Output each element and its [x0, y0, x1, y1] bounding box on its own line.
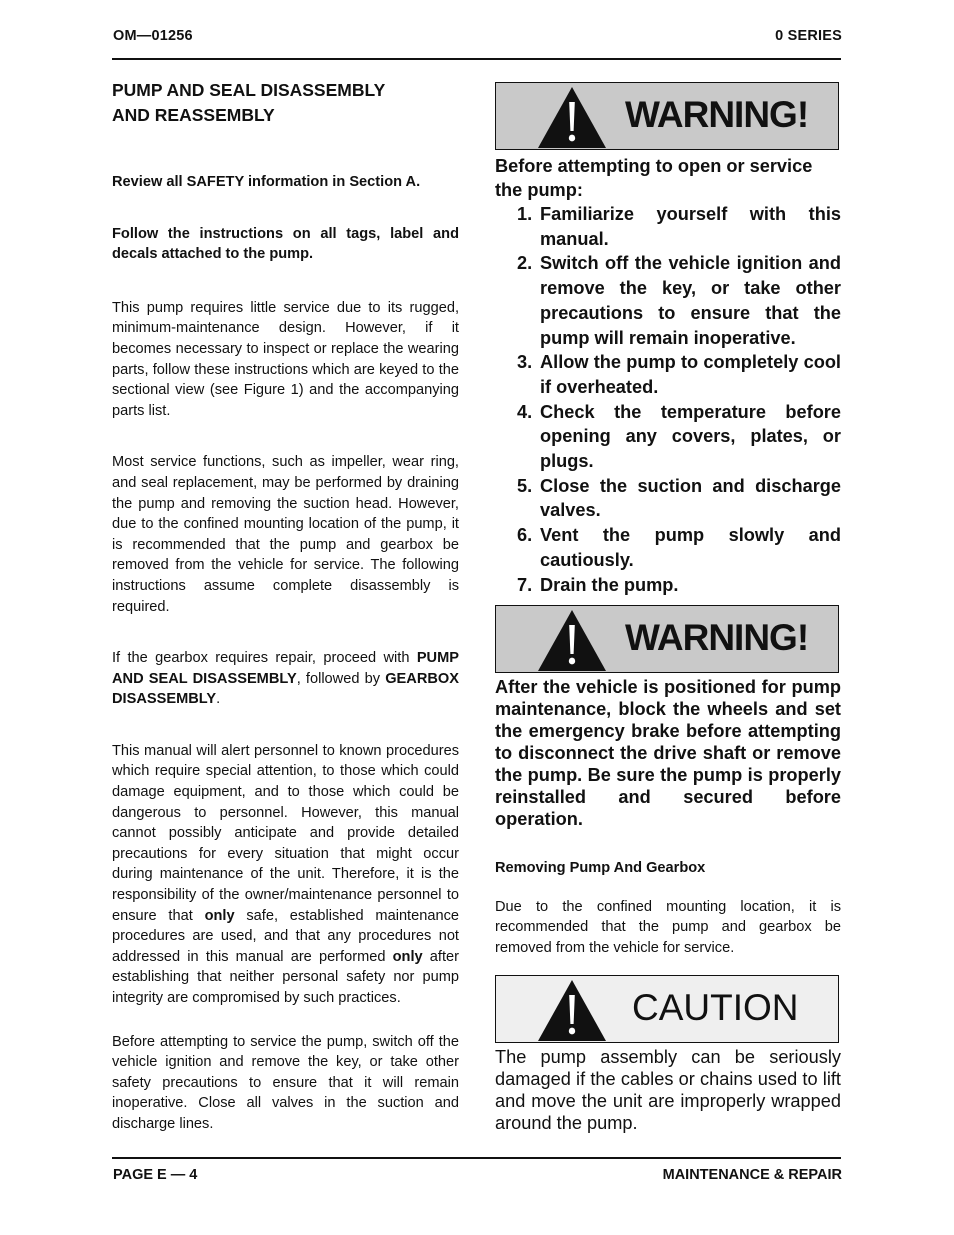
- subsection-title: Removing Pump And Gearbox: [495, 859, 706, 876]
- tags-note: Follow the instructions on all tags, label and decals attached to the pump.: [112, 225, 459, 263]
- page-number: PAGE E — 4: [113, 1167, 198, 1183]
- series-label: 0 SERIES: [775, 28, 842, 44]
- exclamation-triangle-icon: [536, 85, 608, 149]
- warning-lead: Before attempting to open or service the pump:: [495, 156, 813, 200]
- warning-sign-2: [495, 605, 839, 673]
- alert-emphasis-1: only: [204, 907, 235, 924]
- alert-text-2: safe, established maintenance procedures are used, and that any procedures not addressed in this manual are performed: [112, 907, 459, 965]
- gearbox-text-3: .: [216, 691, 221, 708]
- section-title-line2: AND REASSEMBLY: [112, 105, 275, 125]
- subsection-text: Due to the confined mounting location, it is recommended that the pump and gearbox be removed from the vehicle for service.: [495, 898, 841, 956]
- warning-sign-1: [495, 82, 839, 150]
- exclamation-triangle-icon: [536, 608, 608, 672]
- exclamation-triangle-icon: [536, 978, 608, 1042]
- gearbox-ref-1: PUMP AND SEAL DISASSEMBLY: [112, 650, 459, 687]
- gearbox-text-2: , followed by: [296, 670, 386, 687]
- left-column: [112, 78, 459, 1135]
- section-title: [112, 78, 459, 128]
- service-paragraph: Most service functions, such as impeller, wear ring, and seal replacement, may be performed by draining the pump and removing the suction head. However, due to the confined mounting location of the pump, it is recommended that the pump and gearbox be removed from the vehicle for service. The following instructions assume complete disassembly is required.: [112, 454, 459, 615]
- list-item: 5. Close the suction and discharge valves.: [517, 475, 841, 521]
- alert-text-1: This manual will alert personnel to known procedures which require special attention, to those which could damage equipment, and to those which could be dangerous to personnel. However, this manual cannot possibly anticipate and provide detailed precautions for every situation that might occur during maintenance of the unit. Therefore, it is the responsibility of the owner/maintenance personnel to ensure that: [112, 742, 459, 924]
- gearbox-ref-2: GEARBOX DISASSEMBLY: [112, 670, 459, 708]
- list-item: 2. Switch off the vehicle ignition and remove the key, or take other precautions to ensure that the pump will remain inoperative.: [517, 253, 841, 348]
- alert-paragraph: [112, 741, 459, 1009]
- list-item: 3. Allow the pump to completely cool if overheated.: [517, 352, 841, 397]
- gearbox-text-1: If the gearbox requires repair, proceed with: [112, 650, 417, 667]
- list-item: 4. Check the temperature before opening any covers, plates, or plugs.: [517, 401, 841, 472]
- alert-emphasis-2: only: [392, 948, 423, 965]
- precaution-paragraph: Before attempting to service the pump, switch off the vehicle ignition and remove the key, or take other safety precautions to ensure that it will remain inoperative. Close all valves in the suction and discharge lines.: [112, 1033, 459, 1132]
- section-name: MAINTENANCE & REPAIR: [662, 1167, 842, 1183]
- safety-note: Review all SAFETY information in Section A.: [112, 174, 421, 190]
- warning-2-text: After the vehicle is positioned for pump maintenance, block the wheels and set the emergency brake before attempting to disconnect the drive shaft or remove the pump. Be sure the pump is properly reinstalled and secured before operation.: [495, 677, 841, 829]
- list-item: 1. Familiarize yourself with this manual.: [517, 204, 841, 249]
- warning-label: WARNING!: [625, 617, 809, 659]
- warning-label: WARNING!: [625, 94, 809, 135]
- list-item: 6. Vent the pump slowly and cautiously.: [517, 525, 841, 570]
- caution-text: The pump assembly can be seriously damaged if the cables or chains used to lift and move the unit are improperly wrapped around the pump.: [495, 1047, 841, 1134]
- gearbox-paragraph: [112, 648, 459, 710]
- footer-rule: [112, 1157, 841, 1159]
- right-column: [495, 82, 841, 1135]
- header-rule: [112, 58, 841, 60]
- section-title-line1: PUMP AND SEAL DISASSEMBLY: [112, 80, 386, 100]
- list-item: 7. Drain the pump.: [517, 574, 679, 595]
- alert-text-3: after establishing that neither personal safety nor pump integrity are compromised by such practices.: [112, 948, 459, 1006]
- caution-label: CAUTION: [632, 987, 799, 1029]
- caution-sign: [495, 975, 839, 1043]
- warning-steps: [495, 202, 841, 597]
- document-code: OM—01256: [113, 28, 193, 44]
- intro-paragraph: This pump requires little service due to its rugged, minimum-maintenance design. However, if it becomes necessary to inspect or replace the wearing parts, follow these instructions which are keyed to the sectional view (see Figure 1) and the accompanying parts list.: [112, 299, 459, 419]
